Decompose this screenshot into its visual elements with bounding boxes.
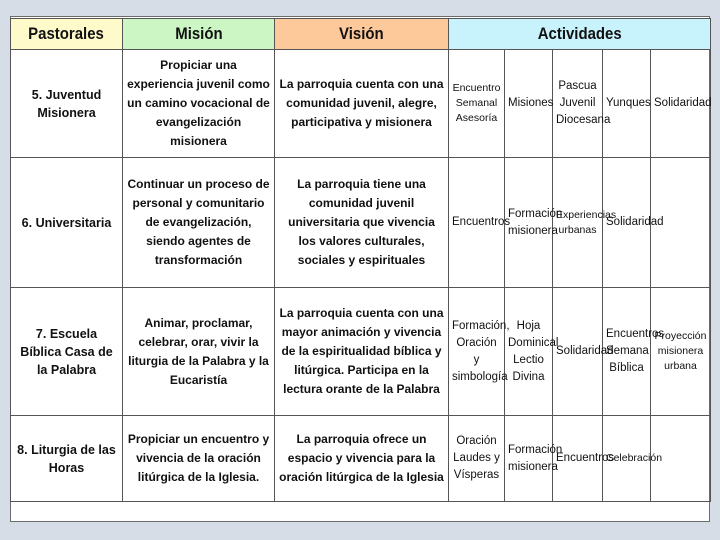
activity-cell: Formación misionera [505,416,553,502]
header-row [11,19,711,50]
activity-cell: Encuentro Semanal Asesoría [449,50,505,158]
pastoral-table [10,18,711,502]
activity-cell: Solidaridad [603,158,651,288]
table-row [11,288,711,416]
pastoral-name: 6. Universitaria [11,158,123,288]
header-mision: Misión [123,19,275,50]
activity-cell: Celebración [603,416,651,502]
vision-text: La parroquia cuenta con una mayor animación y vivencia de la espiritualidad bíblica y litúrgica. Participa en la lectura orante de la Palabra [275,288,449,416]
header-pastorales: Pastorales [11,19,123,50]
activity-cell: Hoja Dominical Lectio Divina [505,288,553,416]
activity-cell: Solidaridad [651,50,711,158]
vision-text: La parroquia tiene una comunidad juvenil universitaria que vivencia los valores culturales, sociales y espirituales [275,158,449,288]
pastoral-name: 5. Juventud Misionera [11,50,123,158]
vision-text: La parroquia cuenta con una comunidad juvenil, alegre, participativa y misionera [275,50,449,158]
table-row [11,50,711,158]
activity-cell: Solidaridad [553,288,603,416]
activity-cell: Encuentros [449,158,505,288]
activity-cell: Encuentros Semana Bíblica [603,288,651,416]
mision-text: Propiciar una experiencia juvenil como un camino vocacional de evangelización misionera [123,50,275,158]
activity-cell: Misiones [505,50,553,158]
table-row [11,158,711,288]
mision-text: Propiciar un encuentro y vivencia de la oración litúrgica de la Iglesia. [123,416,275,502]
header-actividades: Actividades [449,19,711,50]
pastoral-name: 8. Liturgia de las Horas [11,416,123,502]
vision-text: La parroquia ofrece un espacio y vivencia para la oración litúrgica de la Iglesia [275,416,449,502]
activity-cell: Oración Laudes y Vísperas [449,416,505,502]
mision-text: Continuar un proceso de personal y comunitario de evangelización, siendo agentes de transformación [123,158,275,288]
table-row [11,416,711,502]
activity-cell: Encuentros [553,416,603,502]
activity-cell: Formación, Oración y simbología [449,288,505,416]
activity-cell: Proyección misionera urbana [651,288,711,416]
pastoral-name: 7. Escuela Bíblica Casa de la Palabra [11,288,123,416]
activity-cell: Pascua Juvenil Diocesana [553,50,603,158]
activity-cell: Experiencias urbanas [553,158,603,288]
activity-cell: Yunques [603,50,651,158]
mision-text: Animar, proclamar, celebrar, orar, vivir la liturgia de la Palabra y la Eucaristía [123,288,275,416]
header-vision: Visión [275,19,449,50]
activity-cell: Formación misionera [505,158,553,288]
